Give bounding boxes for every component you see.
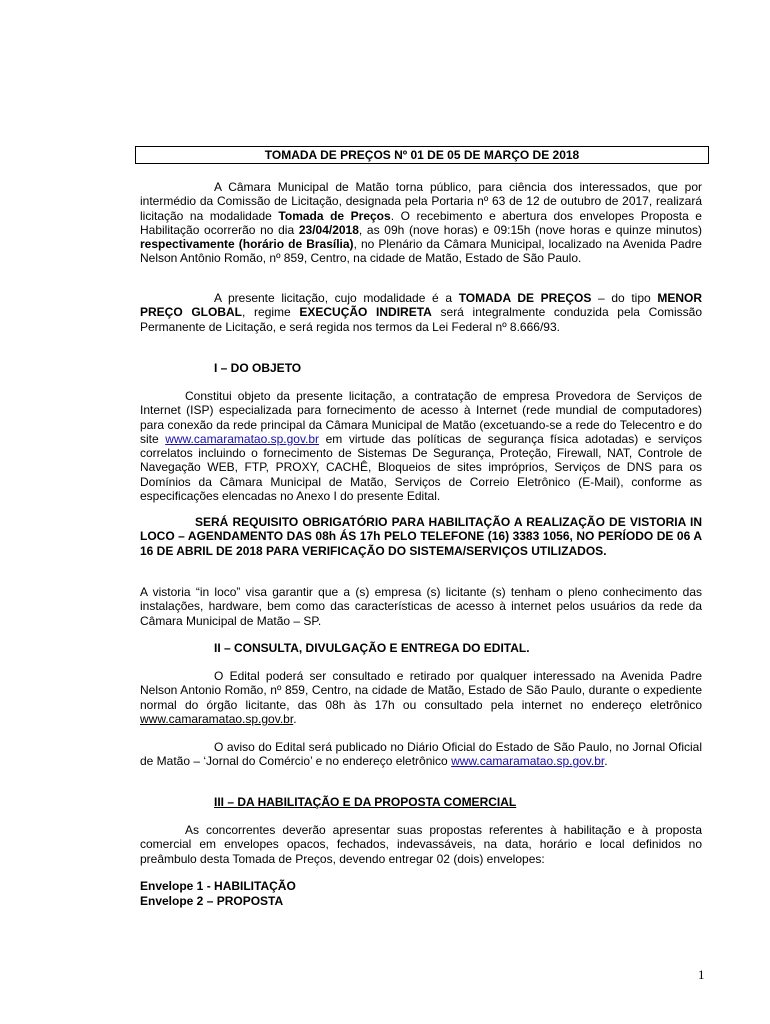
envelope-1: Envelope 1 - HABILITAÇÃO [140, 879, 296, 893]
page-number: 1 [698, 967, 705, 982]
modality-type: MENOR PREÇO GLOBAL [140, 291, 702, 320]
modality-name: TOMADA DE PREÇOS [458, 291, 592, 305]
intro-modality: Tomada de Preços [278, 208, 391, 223]
edital-consult-paragraph [140, 669, 702, 726]
edital-consult-end: . [293, 711, 297, 726]
modality-text-1: A presente licitação, cujo modalidade é a [214, 291, 459, 305]
modality-regime: EXECUÇÃO INDIRETA [299, 305, 432, 320]
modality-text-3: , regime [242, 305, 300, 320]
object-paragraph [140, 389, 702, 503]
edital-consult-text: O Edital poderá ser consultado e retirado por qualquer interessado na Avenida Padre Nelson Antonio Romão, nº 859, Centro, na cidade de Matão, Estado de São Paulo, durante o expediente normal do órgão licitante, das 08h às 17h ou consultado pela internet no endereço eletrônico [140, 669, 702, 712]
object-text-2: em virtude das políticas de segurança física adotadas) e serviços correlatos incluindo o fornecimento de Sistemas De Segurança, Proteção, Firewall, NAT, Controle de Navegação WEB, FTP, PROXY, CACHÊ, Bloqueios de sites impróprios, Serviços de DNS para os Domínios da Câmara Municipal de Matão, Serviços de Correio Eletrônico (E-Mail), conforme as especificações elencadas no Anexo I do presente Edital. [140, 431, 702, 504]
requirement-notice: SERÁ REQUISITO OBRIGATÓRIO PARA HABILITAÇÃO A REALIZAÇÃO DE VISTORIA IN LOCO – AGENDAMENTO DAS 08h ÁS 17h PELO TELEFONE (16) 3383 1056, NO PERÍODO DE 06 A 16 DE ABRIL DE 2018 PARA VERIFICAÇÃO DO SISTEMA/SERVIÇOS UTILIZADOS. [140, 515, 702, 558]
section-1-heading: I – DO OBJETO [214, 361, 302, 375]
proposals-paragraph: As concorrentes deverão apresentar suas propostas referentes à habilitação e à proposta comercial em envelopes opacos, fechados, indevassáveis, na data, horário e local definidos no preâmbulo desta Tomada de Preços, devendo entregar 02 (dois) envelopes: [140, 823, 702, 866]
intro-date: 23/04/2018 [298, 222, 359, 237]
intro-text-1: A Câmara Municipal de Matão torna público, para ciência dos interessados, que por intermédio da Comissão de Licitação, designada pela Portaria nº 63 de 12 de outubro de 2017, realizará licitação na modalidade [140, 180, 702, 223]
intro-text-3: , as 09h (nove horas) e 09:15h (nove horas e quinze minutos) [358, 222, 702, 237]
vistoria-paragraph: A vistoria “in loco” visa garantir que a (s) empresa (s) licitante (s) tenham o pleno conhecimento das instalações, hardware, bem como das características de acesso à internet pelos usuários da rede da Câmara Municipal de Matão – SP. [140, 585, 702, 628]
website-link[interactable]: www.camaramatao.sp.gov.br [165, 431, 320, 446]
edital-publication-end: . [604, 754, 608, 769]
edital-consult-link[interactable]: www.camaramatao.sp.gov.br [140, 711, 294, 726]
intro-time-note: respectivamente (horário de Brasília) [140, 237, 354, 252]
edital-publication-text: O aviso do Edital será publicado no Diário Oficial do Estado de São Paulo, no Jornal Oficial de Matão – ‘Jornal do Comércio’ e no endereço eletrônico [140, 740, 702, 769]
edital-publication-link[interactable]: www.camaramatao.sp.gov.br [451, 754, 605, 769]
envelope-2: Envelope 2 – PROPOSTA [140, 893, 284, 908]
intro-paragraph [140, 180, 702, 266]
edital-publication-paragraph [140, 740, 702, 769]
intro-text-2: . O recebimento e abertura dos envelopes Proposta e Habilitação ocorrerão no dia [140, 208, 702, 237]
intro-text-4: , no Plenário da Câmara Municipal, localizado na Avenida Padre Nelson Antônio Romão, nº 859, Centro, na cidade de Matão, Estado de São Paulo. [140, 237, 702, 266]
modality-text-2: – do tipo [591, 291, 658, 305]
section-3-heading: III – DA HABILITAÇÃO E DA PROPOSTA COMERCIAL [214, 795, 517, 809]
envelope-list [140, 879, 296, 908]
section-2-heading: II – CONSULTA, DIVULGAÇÃO E ENTREGA DO EDITAL. [214, 641, 530, 655]
modality-text-4: será integralmente conduzida pela Comissão Permanente de Licitação, e será regida nos termos da Lei Federal nº 8.666/93. [140, 305, 703, 334]
modality-paragraph [140, 291, 702, 334]
document-title: TOMADA DE PREÇOS Nº 01 DE 05 DE MARÇO DE 2018 [135, 146, 709, 164]
object-text-1: Constitui objeto da presente licitação, a contratação de empresa Provedora de Serviços de Internet (ISP) especializada para fornecimento de acesso à Internet (rede mundial de computadores) para conexão da rede principal da Câmara Municipal de Matão (excetuando-se a rede do Telecentro e do site [140, 389, 702, 446]
